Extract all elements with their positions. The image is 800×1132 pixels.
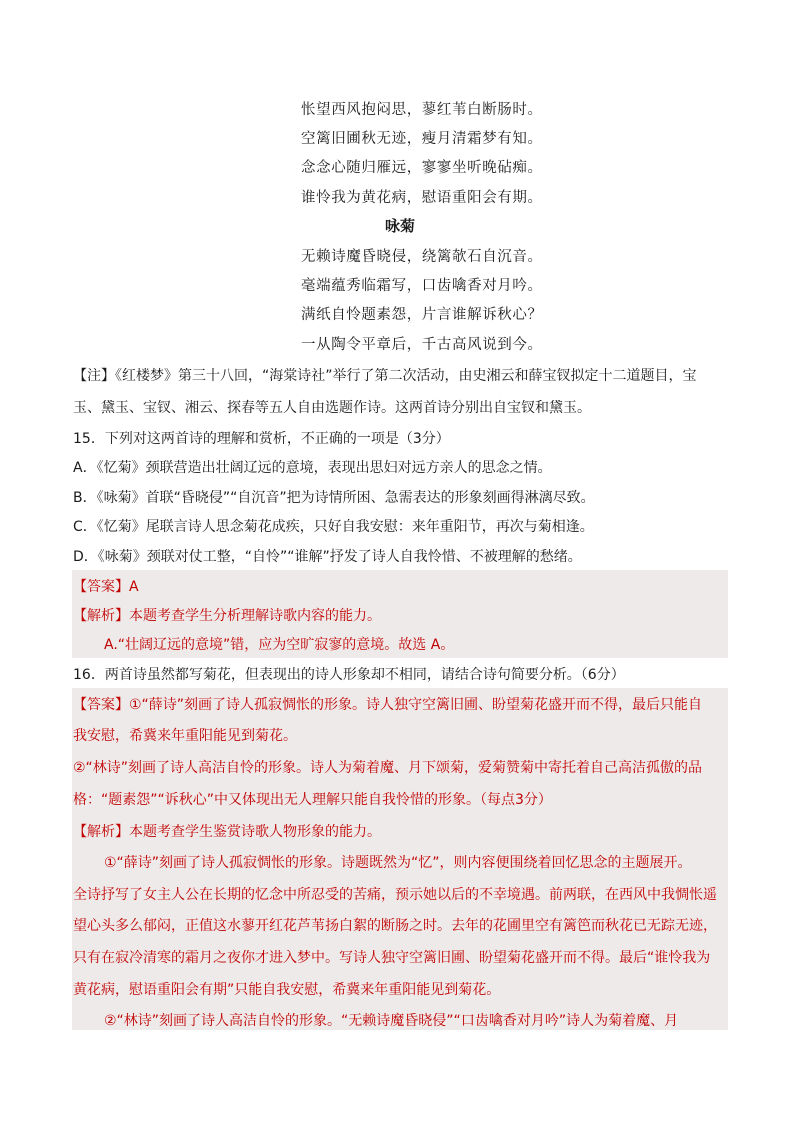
q16-answer-line-2: 我安慰，希冀来年重阳能见到菊花。 [73,728,297,744]
q16-analysis-line-1: ①“薛诗”刻画了诗人孤寂惆怅的形象。诗题既然为“忆”，则内容便围绕着回忆思念的主题展开。 [104,855,692,871]
q16-analysis-line-4: 只有在寂冷清寒的霜月之夜你才进入梦中。写诗人独守空篱旧圃、盼望菊花盛开而不得。最后“谁怜我为 [73,950,711,966]
q15-stem: 15．下列对这两首诗的理解和赏析，不正确的一项是（3分） [73,431,450,447]
q16-analysis-line-6: ②“林诗”刻画了诗人高洁自怜的形象。“无赖诗魔昏晓侵”“口齿噙香对月吟”诗人为菊着魔、月 [104,1013,679,1029]
poem1-line-3: 念念心随归雁远，寥寥坐听晚砧痴。 [301,160,543,176]
poem1-line-1: 怅望西风抱闷思，蓼红苇白断肠时。 [301,102,543,118]
q15-analysis-head: 【解析】本题考查学生分析理解诗歌内容的能力。 [73,608,381,624]
q16-analysis-line-5: 黄花病，慰语重阳会有期”只能自我安慰，希冀来年重阳能见到菊花。 [73,982,501,998]
q16-answer-line-1: 【答案】①“薛诗”刻画了诗人孤寂惆怅的形象。诗人独守空篱旧圃、盼望菊花盛开而不得，最后只能自 [73,697,703,713]
q16-answer-line-4: 格：“题素怨”“诉秋心”中又体现出无人理解只能自我怜惜的形象。（每点3分） [73,792,552,808]
q16-stem: 16．两首诗虽然都写菊花，但表现出的诗人形象却不相同，请结合诗句简要分析。（6分） [73,667,625,683]
poem2-line-3: 满纸自怜题素怨，片言谁解诉秋心？ [301,307,543,323]
q16-analysis-head: 【解析】本题考查学生鉴赏诗歌人物形象的能力。 [73,824,381,840]
poem2-line-2: 毫端蕴秀临霜写，口齿噙香对月吟。 [301,278,543,294]
poem2-line-4: 一从陶令平章后，千古高风说到今。 [301,337,543,353]
q15-option-b: B．《咏菊》首联“昏晓侵”“自沉音”把为诗情所困、急需表达的形象刻画得淋漓尽致。 [73,490,595,506]
poem1-line-4: 谁怜我为黄花病，慰语重阳会有期。 [301,190,543,206]
q15-option-a: A．《忆菊》颈联营造出壮阔辽远的意境，表现出思妇对远方亲人的思念之情。 [73,460,552,476]
q16-answer-line-3: ②“林诗”刻画了诗人高洁自怜的形象。诗人为菊着魔、月下颂菊，爱菊赞菊中寄托着自己高洁孤傲的品 [73,760,703,776]
poem2-line-1: 无赖诗魔昏晓侵，绕篱欹石自沉音。 [301,249,543,265]
q15-option-c: C．《忆菊》尾联言诗人思念菊花成疾，只好自我安慰：来年重阳节，再次与菊相逢。 [73,519,594,535]
q16-analysis-line-3: 望心头多么郁闷，正值这水蓼开红花芦苇扬白絮的断肠之时。去年的花圃里空有篱笆而秋花已无踪无迹， [73,918,717,934]
note-line-2: 玉、黛玉、宝钗、湘云、探春等五人自由选题作诗。这两首诗分别出自宝钗和黛玉。 [73,400,591,416]
q16-analysis-line-2: 全诗抒写了女主人公在长期的忆念中所忍受的苦痛，预示她以后的不幸境遇。前两联，在西风中我惆怅遥 [73,887,717,903]
poem2-title: 咏菊 [384,217,415,235]
q15-analysis-text: A.“壮阔辽远的意境”错，应为空旷寂寥的意境。故选 A。 [104,637,455,653]
poem1-line-2: 空篱旧圃秋无迹，瘦月清霜梦有知。 [301,131,543,147]
q15-answer: 【答案】A [73,579,139,595]
q15-option-d: D．《咏菊》颈联对仗工整，“自怜”“谁解”抒发了诗人自我怜惜、不被理解的愁绪。 [73,549,582,565]
note-line-1: 【注】《红楼梦》第三十八回，“海棠诗社”举行了第二次活动，由史湘云和薛宝钗拟定十二道题目，宝 [73,368,697,384]
